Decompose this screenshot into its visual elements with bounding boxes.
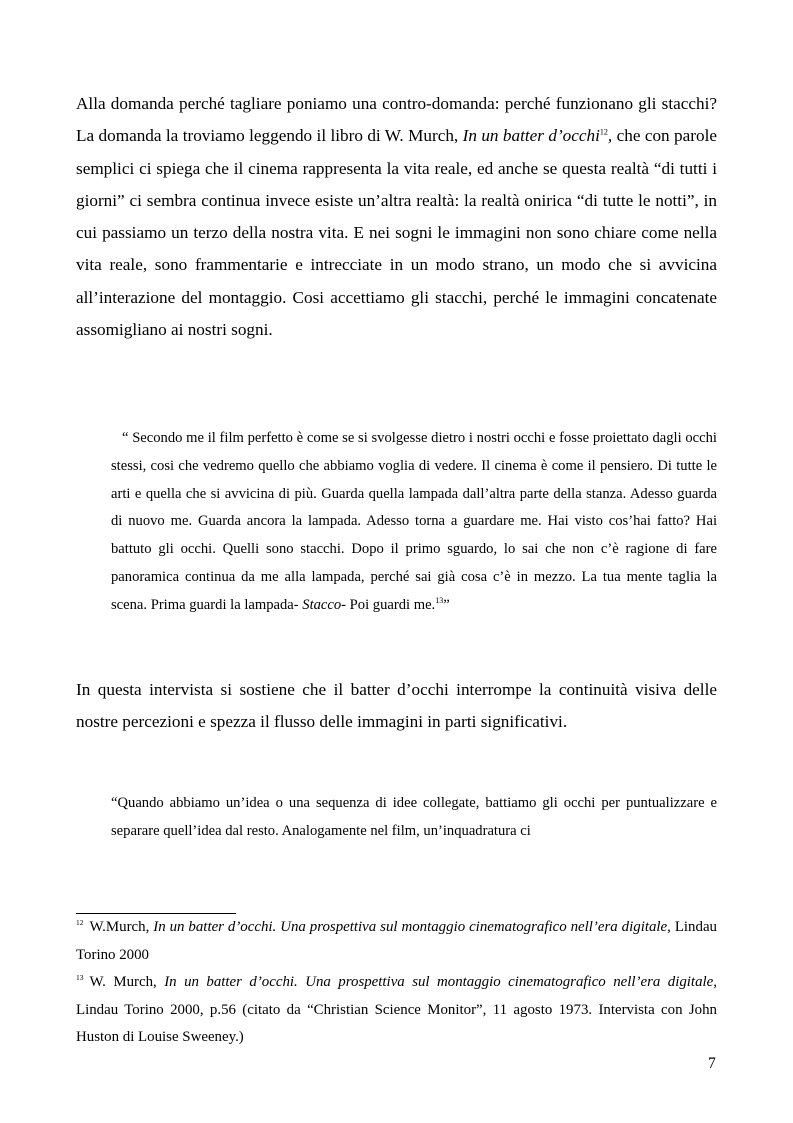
- footnote-ref-13[interactable]: 13: [435, 595, 444, 605]
- page-number: 7: [708, 1055, 716, 1072]
- quote-emphasis: Stacco: [302, 596, 342, 613]
- footnote-title: In un batter d’occhi. Una prospettiva sul montaggio cinematografico nell’era digitale,: [153, 919, 671, 935]
- footnote-publisher: Lindau Torino 2000: [76, 919, 717, 963]
- title-comma: ,: [607, 126, 613, 146]
- paragraph-text: che con parole semplici ci spiega che il cinema rappresenta la vita reale, ed anche se questa realtà “di tutti i giorni” ci sembra continua invece esiste un’altra realtà: la realtà onirica “di tutte le notti”, in cui passiamo un terzo della nostra vita. E nei sogni le immagini non sono chiare come nella vita reale, sono frammentarie e intrecciate in un modo strano, un modo che si avvicina all’interazione del montaggio. Cosi accettiamo gli stacchi, perché le immagini concatenate assomigliano ai nostri sogni.: [76, 126, 717, 340]
- footnote-author: W. Murch,: [89, 974, 165, 990]
- body-paragraph-1: [76, 88, 717, 346]
- quote-text: “ Secondo me il film perfetto è come se si svolgesse dietro i nostri occhi e fosse proiettato dagli occhi stessi, cosi che vedremo quello che abbiamo voglia di vedere. Il cinema è come il pensiero. Di tutte le arti e quella che si avvicina di più. Guarda quella lampada dall’altra parte della stanza. Adesso guarda di nuovo me. Guarda ancora la lampada. Adesso torna a guardare me. Hai visto cos’hai fatto? Hai battuto gli occhi. Quelli sono stacchi. Dopo il primo sguardo, lo sai che non c’è ragione di fare panoramica continua da me alla lampada, perché sai già cosa c’è in mezzo. La tua mente taglia la scena. Prima guardi la lampada-: [111, 430, 717, 613]
- block-quote-1: [111, 425, 717, 620]
- quote-text: - Poi guardi me.: [341, 596, 436, 613]
- paragraph-text: Alla domanda perché tagliare poniamo una contro-domanda: perché funzionano gli stacchi? La domanda la troviamo leggendo il libro di W. Murch,: [76, 94, 717, 146]
- quote-closing-mark: ”: [443, 596, 450, 613]
- footnote-number: 12: [76, 918, 84, 928]
- block-quote-2: “Quando abbiamo un’idea o una sequenza di idee collegate, battiamo gli occhi per puntualizzare e separare quell’idea dal resto. Analogamente nel film, un’inquadratura ci: [111, 795, 717, 839]
- footnote-title: In un batter d’occhi. Una prospettiva sul montaggio cinematografico nell’era digitale,: [164, 974, 717, 990]
- footnote-12: [76, 914, 717, 969]
- book-title: In un batter d’occhi: [462, 126, 600, 146]
- footnote-publisher: Lindau Torino 2000, p.56 (citato da “Christian Science Monitor”, 11 agosto 1973. Intervista con John Huston di Louise Sweeney.): [76, 1001, 717, 1046]
- footnote-ref-12[interactable]: 12: [599, 127, 608, 137]
- footnote-number: 13: [76, 973, 84, 983]
- footnote-13: [76, 969, 717, 1052]
- footnote-author: W.Murch,: [89, 919, 154, 935]
- body-paragraph-2: In questa intervista si sostiene che il batter d’occhi interrompe la continuità visiva delle nostre percezioni e spezza il flusso delle immagini in parti significativi.: [76, 680, 717, 732]
